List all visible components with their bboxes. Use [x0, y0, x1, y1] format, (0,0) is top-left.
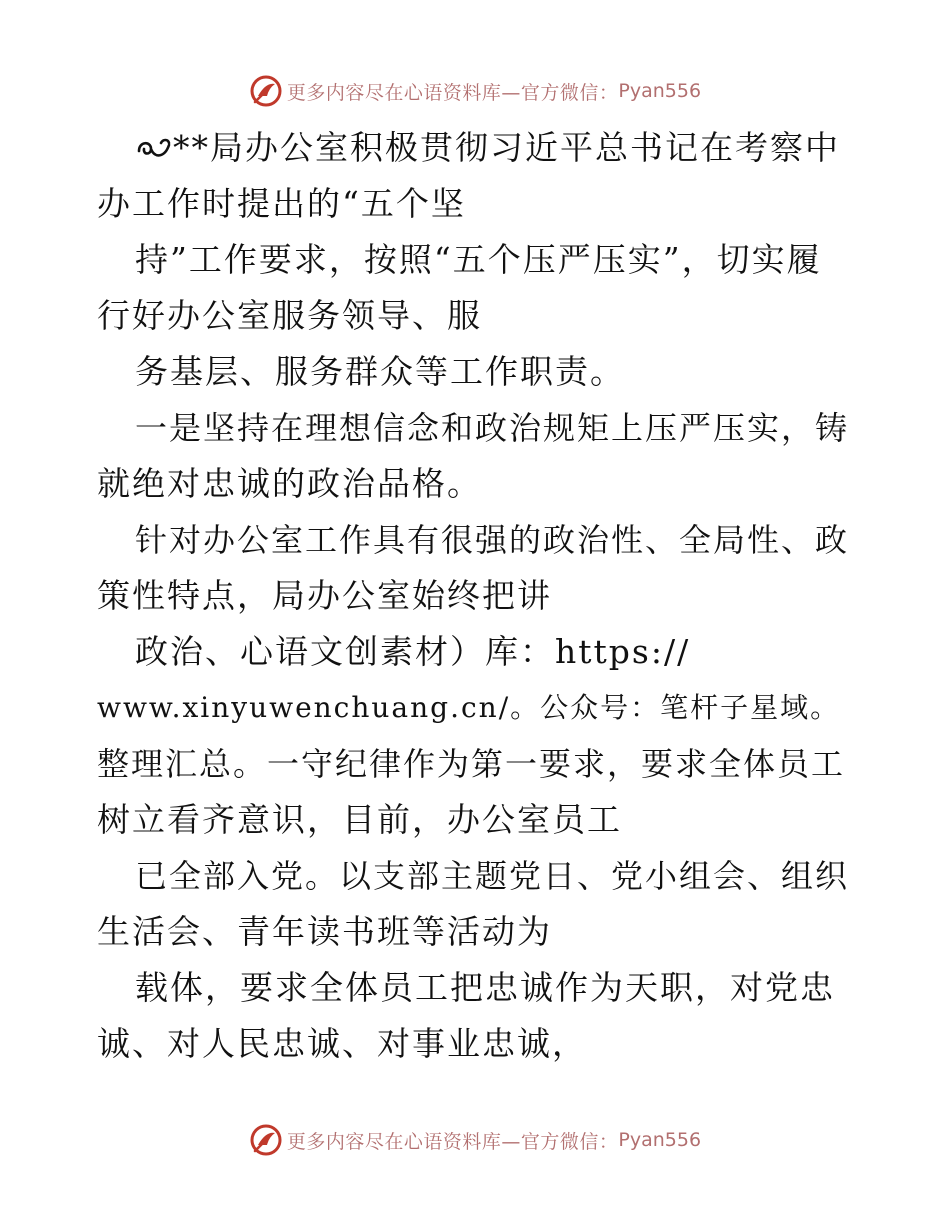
- text-line-9: 策性特点，局办公室始终把讲: [97, 576, 552, 615]
- text-line-17: 诚、对人民忠诚、对事业忠诚，: [97, 1024, 587, 1063]
- text-line-3: 持”工作要求，按照“五个压严压实”，切实履: [135, 240, 822, 279]
- text-line-7: 就绝对忠诚的政治品格。: [97, 464, 482, 503]
- text-line-1: **局办公室积极贯彻习近平总书记在考察中: [97, 120, 857, 176]
- text-line-14: 已全部入党。以支部主题党日、党小组会、组织: [135, 857, 850, 895]
- text-line-6: 一是坚持在理想信念和政治规矩上压严压实，铸: [135, 409, 850, 447]
- footer-banner: [0, 1120, 950, 1160]
- text-line-12: 整理汇总。一守纪律作为第一要求，要求全体员工: [97, 745, 846, 783]
- banner-wechat-id: Pyan556: [618, 1129, 702, 1151]
- header-banner: [0, 71, 950, 111]
- logo-icon: [249, 1123, 283, 1157]
- text-line-11: www.xinyuwenchuang.cn/。公众号：笔杆子星域。: [97, 691, 841, 724]
- text-line-2: 办工作时提出的“五个坚: [97, 184, 466, 223]
- text-line-15: 生活会、青年读书班等活动为: [97, 912, 552, 951]
- flourish-icon: [135, 133, 173, 163]
- banner-text: 更多内容尽在心语资料库—官方微信：: [286, 81, 619, 104]
- banner-text: 更多内容尽在心语资料库—官方微信：: [286, 1130, 619, 1153]
- text-line-4: 行好办公室服务领导、服: [97, 296, 482, 335]
- banner-wechat-id: Pyan556: [618, 80, 702, 102]
- text-line-16: 载体，要求全体员工把忠诚作为天职，对党忠: [135, 968, 835, 1007]
- logo-icon: [249, 74, 283, 108]
- text-line-10: 政治、心语文创素材）库：https://: [135, 632, 691, 671]
- text-line-5: 务基层、服务群众等工作职责。: [135, 352, 625, 391]
- document-body: [97, 120, 857, 1072]
- text-line-8: 针对办公室工作具有很强的政治性、全局性、政: [135, 521, 850, 559]
- text-line-13: 树立看齐意识，目前，办公室员工: [97, 800, 622, 839]
